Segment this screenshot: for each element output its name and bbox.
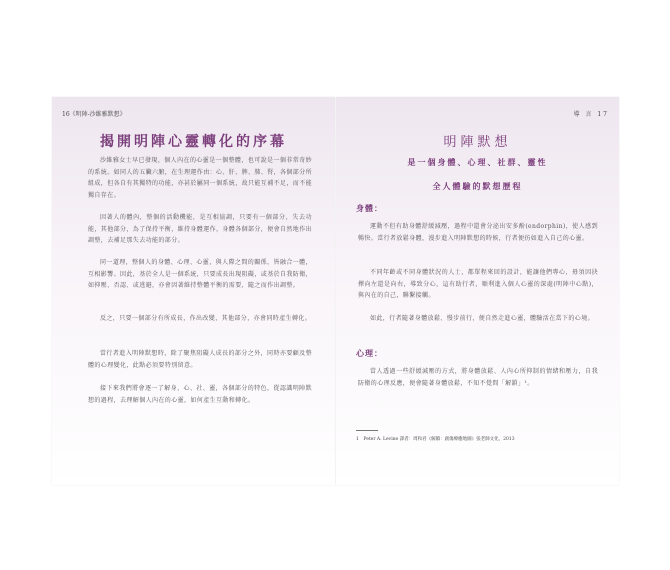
right-page — [336, 97, 619, 485]
footnote-rule — [356, 430, 378, 431]
paragraph: 同一道理，整個人的身體、心理、心靈，與人際之間的關係，皆融合一體，互相影響。因此，基於全人是一個系統，只要成長出現阻礙，或基於自我防衛，如抑壓、否認、或逃避，亦會因著維持整體平衡的需要，隨之而作出調整。 — [88, 259, 313, 289]
section-title: 明陣默想 — [443, 135, 512, 150]
chapter-title: 揭開明陣心靈轉化的序幕 — [100, 134, 287, 150]
footnote: 1 Peter A. Levine 譯者：周和君《解鎖：創傷療癒地圖》張老師文化，2013 — [356, 437, 515, 442]
paragraph: 運動不但有助身體舒緩減壓，過程中還會分泌出安多酚(endorphin)，使人感到暢快。當行者放鬆身體，漫步進入明陣默想的時候，行者便彷如進入自己的心靈。 — [358, 223, 598, 242]
paragraph: 接下來我們將會逐一了解身、心、社、靈，各個部分的特色，從認識明陣默想的過程，去理解個人內在的心靈，如何產生互動和轉化。 — [88, 385, 312, 404]
paragraph: 沙維雅女士早已發現，個人內在的心靈是一個整體，也可說是一個非常奇妙的系統。如同人的五臟六腑，在生理運作由：心、肝、脾、肺、腎，各個部分所組成，但各自有其獨特的功能，亦甚於屬同一個系統，故只能互補不足，而不能獨自存在。 — [88, 157, 313, 199]
paragraph: 如此，行者隨著身體放鬆、慢步前行，便自然走進心靈，體驗活在當下的心境。 — [370, 315, 595, 322]
paragraph: 反之，只要一個部分有所成長，作出改變，其他部分，亦會同時產生轉化。 — [100, 315, 312, 322]
paragraph: 不同年齡或不同身體狀況的人士，都單程來回的設計，能讓他們專心，毋須因抉擇向左還是向右，導致分心，這有助行者，順利進入個人心靈的深處(明陣中心點)，與內在的自己，聯繫接觸。 — [358, 269, 598, 299]
subtitle-line-1: 是一個身體、心理、社群、靈性 — [407, 157, 548, 167]
subtitle-line-2: 全人體驗的默想歷程 — [432, 181, 523, 191]
page-header-left: 16《明陣-沙維雅默想》 — [62, 111, 126, 118]
paragraph: 當人透過一些舒緩減壓的方式，將身體放鬆、人內心所抑制的情緒和壓力，自我防衛的心理反應，便會隨著身體放鬆，不知不覺間「解鎖」¹。 — [358, 368, 598, 387]
heading-body: 身體： — [356, 203, 383, 213]
left-page — [52, 97, 335, 485]
paragraph: 因著人的體內，整個的活動機能，是互相協調，只要有一個部分，失去功能，其他部分，為了保持平衡，維持身體運作，身體各個部分，便會自然地作出調整，去補足那失去功能的部分。 — [88, 214, 313, 244]
paragraph: 當行者進入明陣默想時，除了聚焦阻礙人成長的部分之外，同時亦要顧及整體的心理變化，此點必須要特別留意。 — [88, 350, 312, 369]
page-header-right: 導 言 17 — [573, 111, 609, 118]
heading-mind: 心理： — [356, 348, 383, 358]
